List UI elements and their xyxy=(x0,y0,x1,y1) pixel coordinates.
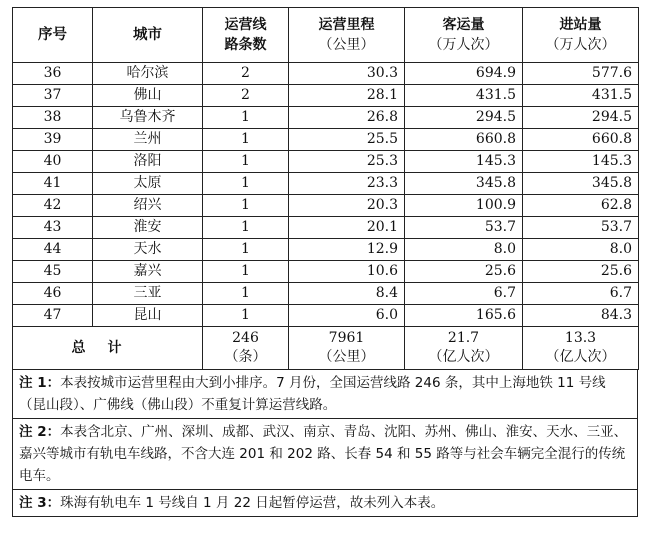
cell-city: 天水 xyxy=(93,239,203,261)
table-row xyxy=(13,107,639,129)
total-mileage: 7961 （公里） xyxy=(289,327,405,370)
cell-mileage: 20.3 xyxy=(289,195,405,217)
note-tag: 注 3： xyxy=(19,495,61,511)
cell-mileage: 8.4 xyxy=(289,283,405,305)
cell-entries: 53.7 xyxy=(523,217,639,239)
cell-no: 36 xyxy=(13,63,93,85)
note-1 xyxy=(13,370,637,418)
note-text: 本表按城市运营里程由大到小排序。7 月份，全国运营线路 246 条，其中上海地铁 11 号线（昆山段）、广佛线（佛山段）不重复计算运营线路。 xyxy=(19,375,606,413)
note-text: 珠海有轨电车 1 号线自 1 月 22 日起暂停运营，故未列入本表。 xyxy=(60,495,445,511)
cell-no: 46 xyxy=(13,283,93,305)
cell-city: 昆山 xyxy=(93,305,203,327)
cell-entries: 294.5 xyxy=(523,107,639,129)
note-2 xyxy=(13,418,637,489)
cell-entries: 8.0 xyxy=(523,239,639,261)
cell-no: 41 xyxy=(13,173,93,195)
table-header-row xyxy=(13,8,639,63)
cell-passengers: 431.5 xyxy=(405,85,523,107)
table-row xyxy=(13,151,639,173)
cell-passengers: 345.8 xyxy=(405,173,523,195)
cell-passengers: 8.0 xyxy=(405,239,523,261)
total-passengers: 21.7 （亿人次） xyxy=(405,327,523,370)
total-lines: 246 （条） xyxy=(203,327,289,370)
cell-city: 佛山 xyxy=(93,85,203,107)
cell-no: 45 xyxy=(13,261,93,283)
table-row xyxy=(13,283,639,305)
cell-lines: 2 xyxy=(203,85,289,107)
header-city: 城市 xyxy=(93,8,203,63)
cell-lines: 1 xyxy=(203,195,289,217)
cell-lines: 1 xyxy=(203,283,289,305)
cell-city: 洛阳 xyxy=(93,151,203,173)
cell-passengers: 25.6 xyxy=(405,261,523,283)
cell-entries: 6.7 xyxy=(523,283,639,305)
note-text: 本表含北京、广州、深圳、成都、武汉、南京、青岛、沈阳、苏州、佛山、淮安、天水、三亚、嘉兴等城市有轨电车线路，不含大连 201 和 202 路、长春 54 和 55 路等与社会车辆完全混行的传统电车。 xyxy=(19,424,628,484)
cell-city: 淮安 xyxy=(93,217,203,239)
cell-no: 37 xyxy=(13,85,93,107)
cell-entries: 84.3 xyxy=(523,305,639,327)
cell-lines: 2 xyxy=(203,63,289,85)
cell-no: 43 xyxy=(13,217,93,239)
header-lines: 运营线 路条数 xyxy=(203,8,289,63)
cell-mileage: 6.0 xyxy=(289,305,405,327)
cell-passengers: 165.6 xyxy=(405,305,523,327)
table-row xyxy=(13,217,639,239)
table-row xyxy=(13,85,639,107)
table-row xyxy=(13,173,639,195)
cell-mileage: 28.1 xyxy=(289,85,405,107)
total-entries: 13.3 （亿人次） xyxy=(523,327,639,370)
cell-lines: 1 xyxy=(203,239,289,261)
table-row xyxy=(13,63,639,85)
cell-no: 44 xyxy=(13,239,93,261)
cell-entries: 577.6 xyxy=(523,63,639,85)
cell-passengers: 694.9 xyxy=(405,63,523,85)
header-no: 序号 xyxy=(13,8,93,63)
table-row xyxy=(13,239,639,261)
cell-entries: 62.8 xyxy=(523,195,639,217)
document xyxy=(12,7,638,517)
cell-entries: 345.8 xyxy=(523,173,639,195)
cell-city: 三亚 xyxy=(93,283,203,305)
note-tag: 注 2： xyxy=(19,424,61,440)
cell-no: 47 xyxy=(13,305,93,327)
note-tag: 注 1： xyxy=(19,375,61,391)
cell-mileage: 30.3 xyxy=(289,63,405,85)
table-row xyxy=(13,305,639,327)
cell-lines: 1 xyxy=(203,151,289,173)
cell-mileage: 10.6 xyxy=(289,261,405,283)
cell-entries: 145.3 xyxy=(523,151,639,173)
notes-box xyxy=(12,370,638,517)
cell-city: 乌鲁木齐 xyxy=(93,107,203,129)
cell-no: 42 xyxy=(13,195,93,217)
cell-passengers: 6.7 xyxy=(405,283,523,305)
header-passengers: 客运量 （万人次） xyxy=(405,8,523,63)
cell-passengers: 53.7 xyxy=(405,217,523,239)
total-row xyxy=(13,327,639,370)
cell-mileage: 25.5 xyxy=(289,129,405,151)
cell-mileage: 23.3 xyxy=(289,173,405,195)
cell-lines: 1 xyxy=(203,217,289,239)
transit-table xyxy=(12,7,639,370)
cell-lines: 1 xyxy=(203,129,289,151)
cell-no: 39 xyxy=(13,129,93,151)
cell-no: 40 xyxy=(13,151,93,173)
header-entries: 进站量 （万人次） xyxy=(523,8,639,63)
table-row xyxy=(13,129,639,151)
cell-city: 太原 xyxy=(93,173,203,195)
cell-lines: 1 xyxy=(203,261,289,283)
cell-city: 兰州 xyxy=(93,129,203,151)
table-row xyxy=(13,261,639,283)
cell-entries: 25.6 xyxy=(523,261,639,283)
cell-passengers: 100.9 xyxy=(405,195,523,217)
cell-city: 哈尔滨 xyxy=(93,63,203,85)
cell-city: 绍兴 xyxy=(93,195,203,217)
cell-lines: 1 xyxy=(203,107,289,129)
cell-mileage: 12.9 xyxy=(289,239,405,261)
total-label: 总计 xyxy=(13,327,203,370)
table-row xyxy=(13,195,639,217)
cell-city: 嘉兴 xyxy=(93,261,203,283)
cell-lines: 1 xyxy=(203,305,289,327)
table-body xyxy=(13,63,639,370)
cell-mileage: 20.1 xyxy=(289,217,405,239)
cell-lines: 1 xyxy=(203,173,289,195)
cell-entries: 431.5 xyxy=(523,85,639,107)
cell-passengers: 294.5 xyxy=(405,107,523,129)
cell-mileage: 26.8 xyxy=(289,107,405,129)
note-3 xyxy=(13,489,637,516)
cell-passengers: 660.8 xyxy=(405,129,523,151)
cell-passengers: 145.3 xyxy=(405,151,523,173)
cell-no: 38 xyxy=(13,107,93,129)
cell-entries: 660.8 xyxy=(523,129,639,151)
header-mileage: 运营里程 （公里） xyxy=(289,8,405,63)
cell-mileage: 25.3 xyxy=(289,151,405,173)
